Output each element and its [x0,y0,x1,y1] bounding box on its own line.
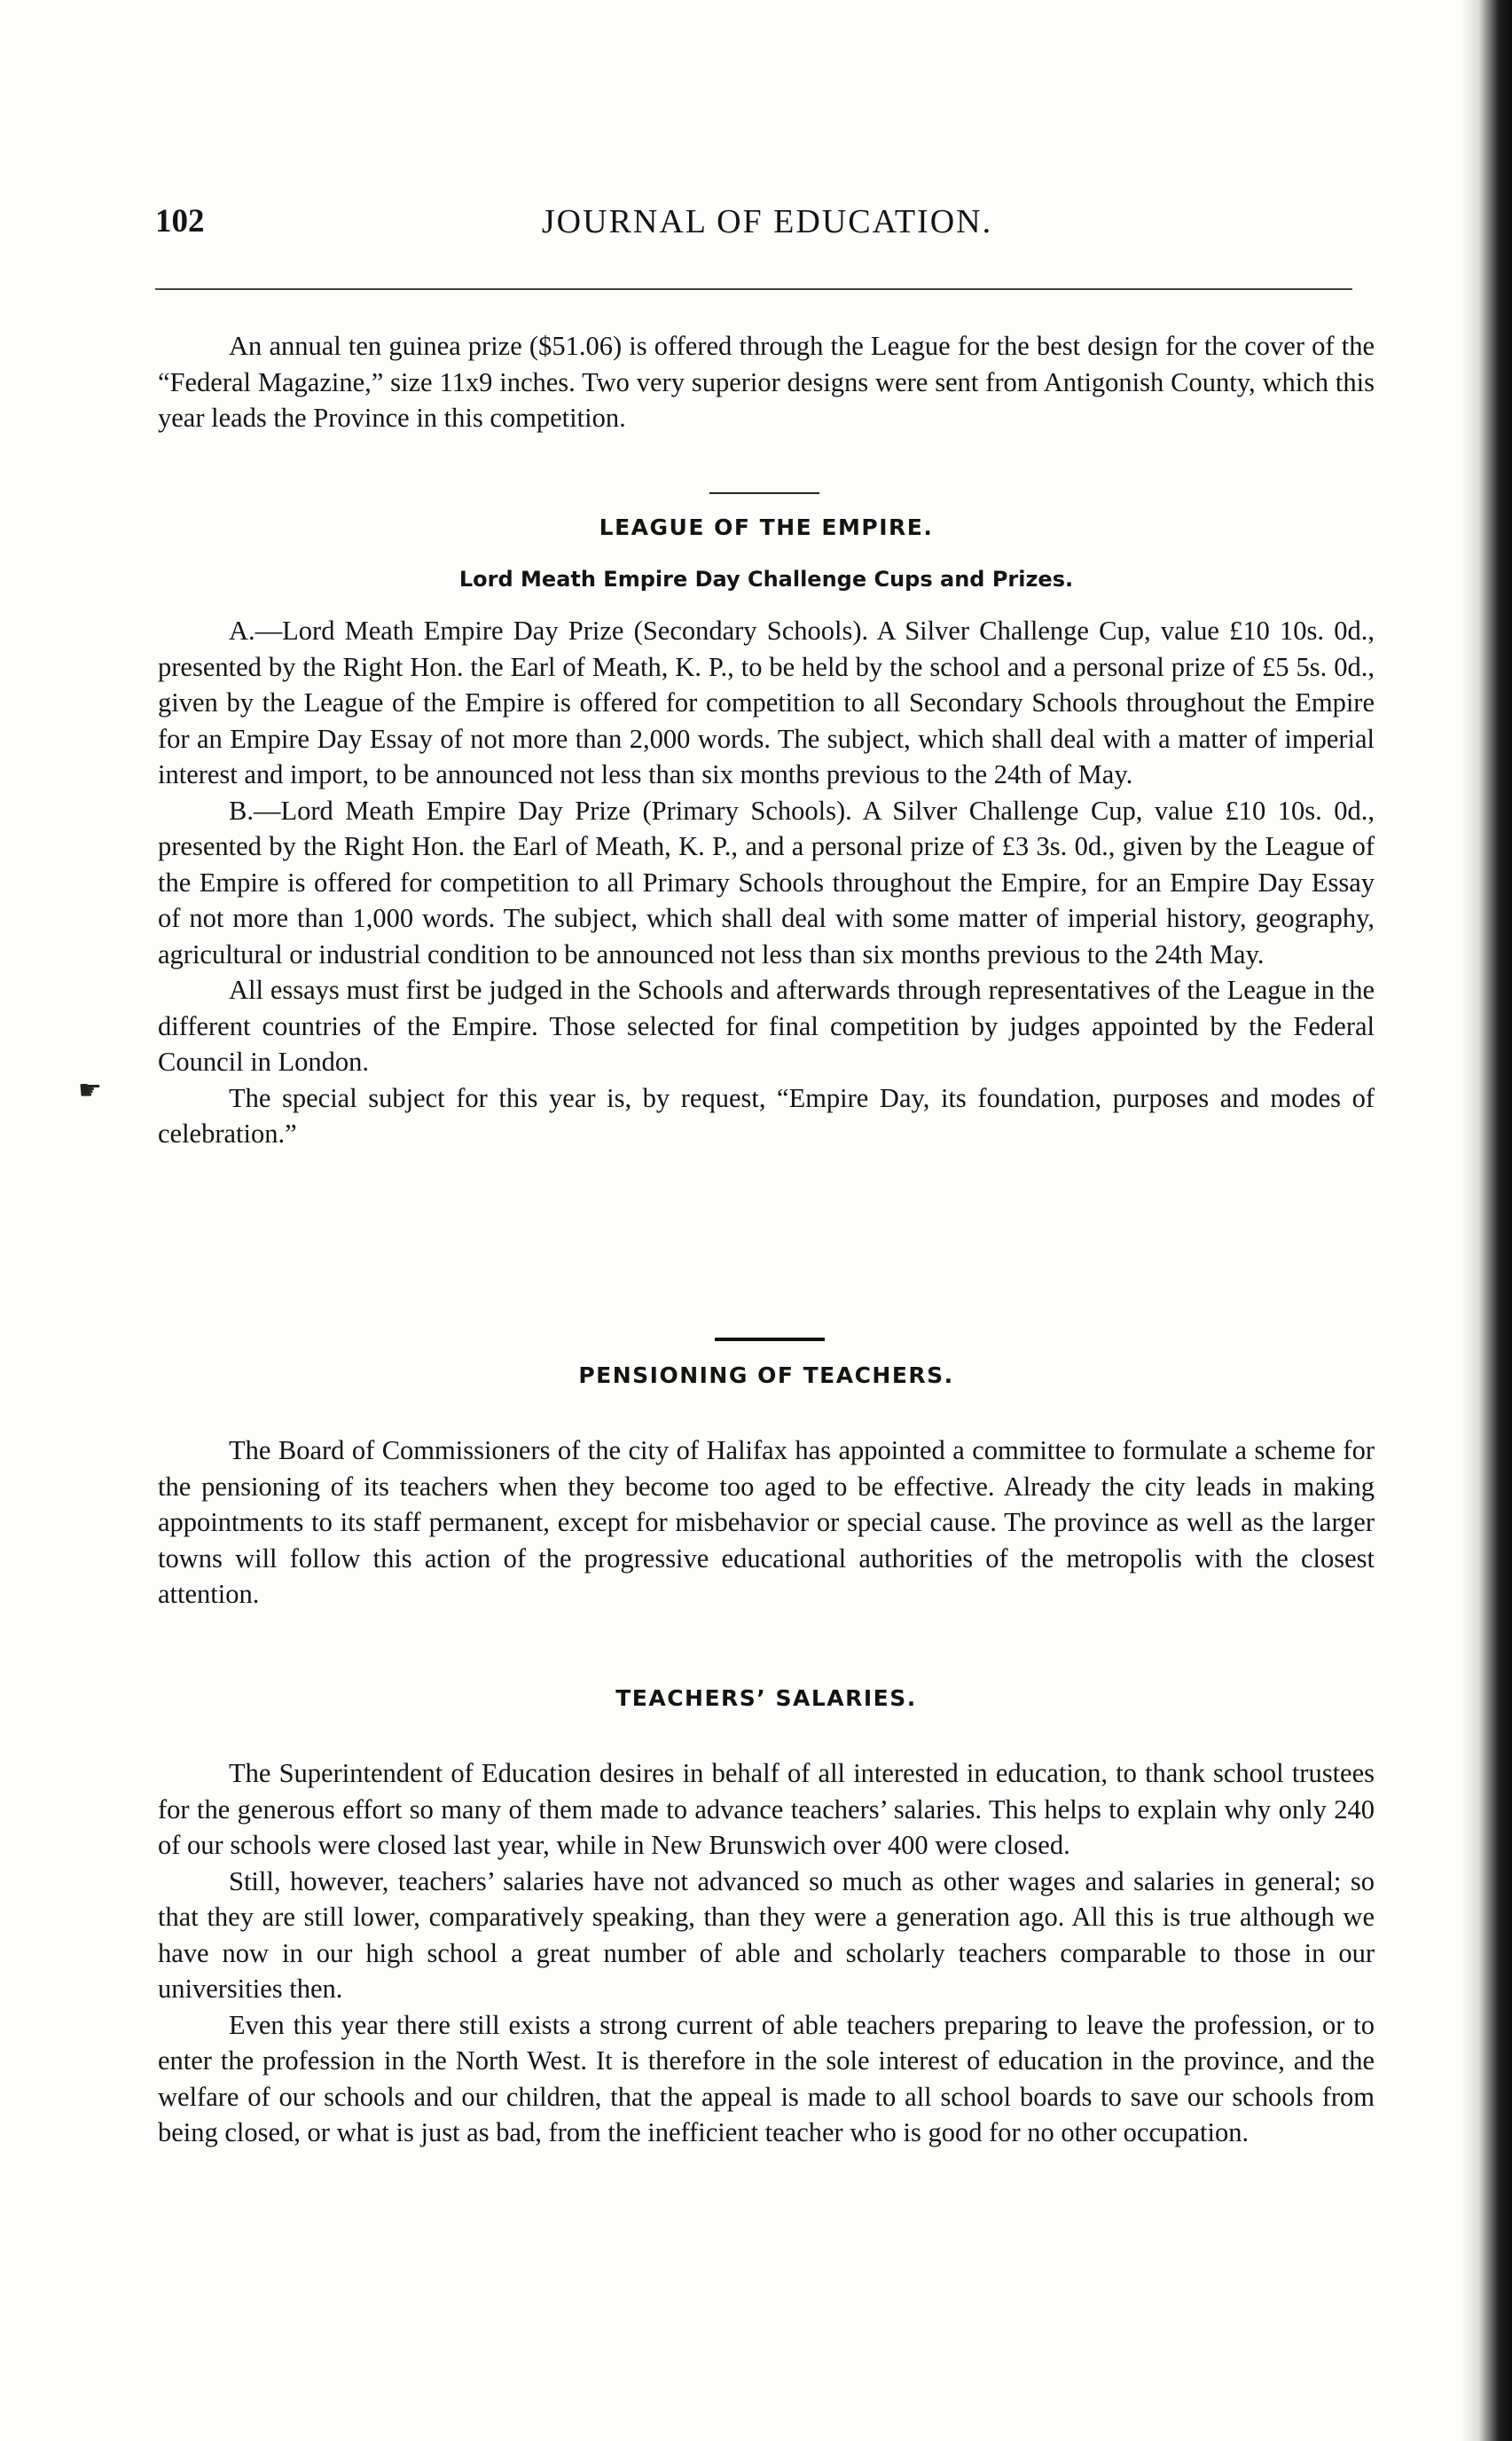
pensioning-title: PENSIONING OF TEACHERS. [578,1362,954,1388]
pensioning-section [158,1362,1375,1613]
pensioning-paragraph: The Board of Commissioners of the city of Halifax has appointed a committee to formulate a scheme for the pensioning of its teachers when they become too aged to be effective. Already the city leads in making appointments to its staff permanent, except for misbehavior or special cause. The province as well as the larger towns will follow this action of the progressive educational authorities of the metropolis with the closest attention. [158,1435,1375,1609]
salaries-section [158,1685,1375,2151]
salaries-paragraph-2: Still, however, teachers’ salaries have not advanced so much as other wages and salaries in general; so that they are still lower, comparatively speaking, than they were a generation ago. All this is true although we have now in our high school a great number of able and scholarly teachers comparable to those in our universities then. [158,1865,1375,2004]
league-paragraph-b: B.—Lord Meath Empire Day Prize (Primary Schools). A Silver Challenge Cup, value £10 10s. 0d., presented by the Right Hon. the Earl of Meath, K. P., and a personal prize of £3 3s. 0d., given by the League of the Empire is offered for competition to all Primary Schools throughout the Empire, for an Empire Day Essay of not more than 1,000 words. The subject, which shall deal with some matter of imperial history, geography, agricultural or industrial condition to be announced not less than six months previous to the 24th May. [158,795,1375,969]
section-divider [709,492,819,494]
league-section [158,514,1375,1152]
league-paragraph-c: All essays must first be judged in the Schools and afterwards through representatives of the League in the different countries of the Empire. Those selected for final competition by judges appointed by the Federal Council in London. [158,975,1375,1077]
league-title: LEAGUE OF THE EMPIRE. [599,514,934,540]
intro-section [158,328,1375,436]
page-header [155,202,1379,255]
league-subtitle: Lord Meath Empire Day Challenge Cups and Prizes. [458,567,1074,592]
league-paragraph-a: A.—Lord Meath Empire Day Prize (Secondary Schools). A Silver Challenge Cup, value £10 10s. 0d., presented by the Right Hon. the Earl of Meath, K. P., to be held by the school and a personal prize of £5 5s. 0d., given by the League of the Empire is offered for competition to all Secondary Schools throughout the Empire for an Empire Day Essay of not more than 2,000 words. The subject, which shall deal with a matter of imperial interest and import, to be announced not less than six months previous to the 24th of May. [158,616,1375,789]
scan-shadow-edge [1461,0,1512,2441]
salaries-paragraph-1: The Superintendent of Education desires in behalf of all interested in education, to thank school trustees for the generous effort so many of them made to advance teachers’ salaries. This helps to explain why only 240 of our schools were closed last year, while in New Brunswich over 400 were closed. [158,1758,1375,1860]
salaries-title: TEACHERS’ SALARIES. [615,1685,917,1711]
intro-paragraph: An annual ten guinea prize ($51.06) is offered through the League for the best design for the cover of the “Federal Magazine,” size 11x9 inches. Two very superior designs were sent from Antigonish County, which this year leads the Province in this competition. [158,331,1375,433]
margin-mark: ☛ [78,1076,102,1105]
page-number: 102 [155,203,205,239]
salaries-paragraph-3: Even this year there still exists a strong current of able teachers preparing to leave the profession, or to enter the profession in the North West. It is therefore in the sole interest of education in the province, and the welfare of our schools and our children, that the appeal is made to all school boards to save our schools from being closed, or what is just as bad, from the inefficient teacher who is good for no other occupation. [158,2009,1375,2147]
journal-title: JOURNAL OF EDUCATION. [541,203,993,240]
league-paragraph-d: The special subject for this year is, by request, “Empire Day, its foundation, purposes and modes of celebration.” [158,1082,1375,1149]
header-rule [155,288,1352,290]
section-divider [715,1338,825,1341]
